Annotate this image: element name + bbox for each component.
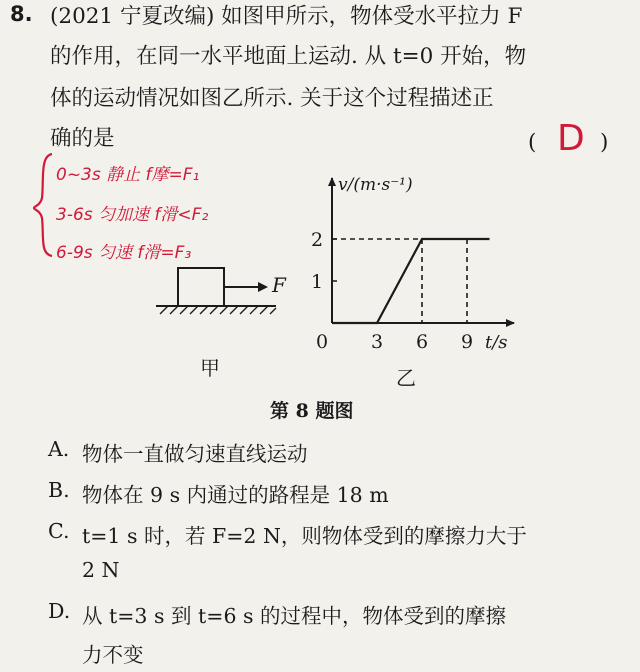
y-axis-label: v/(m·s⁻¹)	[338, 175, 413, 195]
x-axis-label: t/s	[485, 332, 508, 353]
vt-chart	[300, 170, 530, 375]
y-tick-label: 2	[311, 229, 324, 251]
force-arrowhead	[258, 282, 268, 292]
caption-jia: 甲	[200, 356, 220, 380]
handwritten-note-1: 0~3s 静止 f摩=F₁	[56, 165, 200, 185]
caption-yi: 乙	[396, 366, 416, 390]
velocity-line	[332, 239, 490, 323]
figure-caption: 第 8 题图	[270, 400, 354, 422]
block	[178, 268, 224, 306]
handwritten-note-3: 6-9s 匀速 f滑=F₃	[56, 243, 192, 263]
option-b-text: 物体在 9 s 内通过的路程是 18 m	[82, 483, 389, 507]
option-c-continued: 2 N	[82, 558, 120, 582]
force-label: F	[272, 273, 286, 297]
option-d-letter: D.	[48, 599, 71, 623]
x-tick-label: 3	[371, 331, 384, 353]
x-tick-label: 9	[461, 331, 474, 353]
option-c-letter: C.	[48, 519, 70, 543]
handwritten-answer: D	[557, 118, 585, 159]
option-b-letter: B.	[48, 478, 70, 502]
question-number: 8.	[10, 2, 33, 26]
x-tick-label: 6	[416, 331, 429, 353]
option-a-letter: A.	[48, 437, 70, 461]
option-d-continued: 力不变	[82, 643, 144, 667]
ground-hatching	[160, 306, 276, 314]
answer-bracket-left: (	[528, 130, 537, 155]
handwritten-note-2: 3-6s 匀加速 f滑<F₂	[56, 205, 209, 225]
option-d-text: 从 t=3 s 到 t=6 s 的过程中，物体受到的摩擦	[82, 604, 507, 628]
stem-line-3: 体的运动情况如图乙所示. 关于这个过程描述正	[50, 86, 494, 111]
x-tick-label: 0	[316, 331, 329, 353]
option-a-text: 物体一直做匀速直线运动	[82, 442, 308, 466]
answer-bracket-right: )	[600, 130, 609, 155]
y-tick-label: 1	[311, 271, 324, 293]
stem-line-1: (2021 宁夏改编) 如图甲所示，物体受水平拉力 F	[50, 4, 523, 29]
option-c-text: t=1 s 时，若 F=2 N，则物体受到的摩擦力大于	[82, 524, 527, 548]
stem-line-2: 的作用，在同一水平地面上运动. 从 t=0 开始，物	[50, 44, 527, 69]
stem-line-4: 确的是	[50, 126, 115, 151]
